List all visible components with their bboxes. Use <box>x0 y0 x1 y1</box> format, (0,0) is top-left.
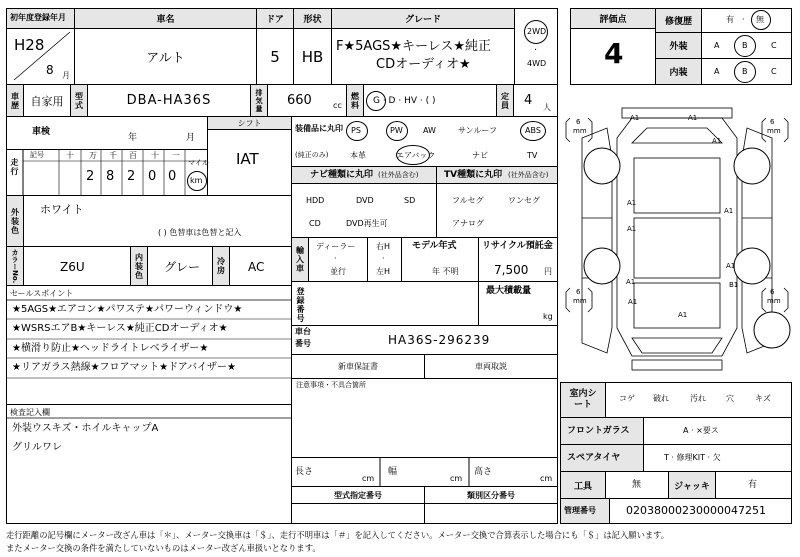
fuel-g-circle <box>366 91 386 111</box>
sales-point: ★リアガラス熱線★フロアマット★ドアバイザー★ <box>12 362 236 373</box>
length-label: 長さ <box>295 467 314 477</box>
new-warranty-cell <box>291 354 425 379</box>
mileage-place: 百 <box>129 151 137 160</box>
capacity: 4 <box>524 93 533 108</box>
jack: 有 <box>748 480 758 490</box>
chassis: HA36S-296239 <box>388 333 491 347</box>
usage-cell <box>23 84 71 117</box>
equipment-label: 装備品に丸印 <box>295 124 343 133</box>
equip-tv: TV <box>527 151 538 160</box>
seat-stain: 汚れ <box>690 394 706 403</box>
glass-options: A · ×要ス <box>683 426 719 435</box>
equip-abs: ABS <box>525 126 541 135</box>
reg-month: 8 <box>46 63 54 77</box>
import-parallel: 並行 <box>330 267 346 276</box>
inspector-note: 外装ウスキズ・ホイルキャップA <box>12 423 159 434</box>
equip-aw: AW <box>423 126 436 135</box>
interior-c: C <box>771 67 777 76</box>
footer-note: またメーター交換の条件を満たしていないものはメーター改ざん車扱いとなります。 <box>6 543 321 553</box>
mileage-digit: 0 <box>168 169 177 184</box>
damage-mark: A1 <box>678 311 688 319</box>
reg-month-unit: 月 <box>62 71 70 80</box>
mileage-digit: 2 <box>86 169 95 184</box>
tv-label: TV種類に丸印 <box>444 170 503 180</box>
car-name-header: 車名 <box>74 8 257 29</box>
interior-a: A <box>714 67 720 76</box>
door-count: 5 <box>270 47 280 66</box>
seat-hole: 穴 <box>726 394 734 403</box>
grade-line1: F★5AGS★キーレス★純正 <box>336 39 492 54</box>
interior-grade-header: 内装 <box>655 58 702 85</box>
color-no: Z6U <box>60 260 85 274</box>
damage-mark: A1 <box>726 262 736 270</box>
damage-mark: A1 <box>688 114 698 122</box>
exterior-a: A <box>714 41 720 50</box>
model-code: DBA-HA36S <box>126 93 212 108</box>
mileage-place: 十 <box>66 151 74 160</box>
usage: 自家用 <box>30 94 64 108</box>
navi-dvd-play: DVD再生可 <box>346 219 388 228</box>
score: 4 <box>604 37 624 70</box>
hand-left: 左H <box>376 267 391 276</box>
inspector-rules <box>6 404 292 524</box>
damage-mark: A1 <box>627 199 637 207</box>
navi-sub: (社外品含む) <box>378 171 419 179</box>
grade-line2: CDオーディオ★ <box>376 57 471 72</box>
navi-dvd: DVD <box>356 196 374 205</box>
width-unit: cm <box>450 474 463 483</box>
height-unit: cm <box>540 474 553 483</box>
door-header: ドア <box>256 8 294 29</box>
mileage-unit-label: マイル <box>188 159 209 167</box>
jack-header: ジャッキ <box>668 471 716 499</box>
mileage-symbol-label: 記号 <box>30 151 44 159</box>
hand-right: 右H <box>376 242 391 251</box>
usage-header: 車歴 <box>6 84 24 117</box>
model-year-label: モデル年式 <box>412 241 457 251</box>
recycle-label: リサイクル預託金 <box>482 241 553 251</box>
recycle: 7,500 <box>494 263 529 277</box>
tv-fullseg: フルセグ <box>452 196 484 205</box>
door-cell <box>256 28 294 85</box>
mileage-place: 十 <box>151 151 159 160</box>
sales-point-label: セールスポイント <box>10 289 74 298</box>
car-diagram <box>562 98 794 380</box>
caution-box <box>291 378 558 458</box>
tire-depth: 6 <box>770 118 775 126</box>
equip-ps: PS <box>351 126 361 135</box>
color-note: ( ) 色替車は色替と記入 <box>158 228 242 237</box>
damage-mark: A1 <box>628 298 638 306</box>
type-no-cell <box>291 503 425 524</box>
class-no-header: 類別区分番号 <box>424 486 558 504</box>
mileage-digit: 2 <box>127 169 136 184</box>
reg-no-cell <box>291 281 479 326</box>
shift-header: シフト <box>207 116 292 130</box>
tv-oneseg: ワンセグ <box>508 196 540 205</box>
damage-mark: B1 <box>729 281 739 289</box>
color-header: 外装色 <box>6 195 24 247</box>
tools: 無 <box>632 480 642 490</box>
damage-mark: A1 <box>626 278 636 286</box>
sales-point: ★WSRSエアB★キーレス★純正CDオーディオ★ <box>12 323 228 334</box>
tire-unit: mm <box>767 127 781 135</box>
tire-depth: 6 <box>770 288 775 296</box>
tire-depth: 6 <box>576 118 581 126</box>
car-name: アルト <box>146 51 185 66</box>
body-shape: HB <box>301 47 324 66</box>
mileage-unit: km <box>190 176 203 185</box>
navi-hdd: HDD <box>306 196 325 205</box>
equip-leather: 本革 <box>350 151 366 160</box>
reg-era: H28 <box>14 36 45 54</box>
import-dealer-dot: · <box>334 254 337 263</box>
caution-label: 注意事項・不具合箇所 <box>296 381 366 389</box>
inspector-label: 検査記入欄 <box>10 408 50 417</box>
seat-header: 室内シート <box>560 382 606 418</box>
inspection-label: 車検 <box>32 127 51 137</box>
shape-header: 形状 <box>293 8 332 29</box>
drive-dot: · <box>534 45 538 56</box>
class-no-cell <box>424 503 558 524</box>
repair-no: 無 <box>756 15 764 24</box>
seat-scratch: キズ <box>755 394 771 403</box>
mileage-place: 千 <box>109 151 117 160</box>
reg-year-label: 初年度登録年月 <box>10 13 66 22</box>
repair-yes: 有 <box>726 15 734 24</box>
equip-navi: ナビ <box>472 151 488 160</box>
score-header: 評価点 <box>570 8 656 29</box>
max-load-label: 最大積載量 <box>486 286 532 296</box>
repair-cell <box>701 8 792 33</box>
dimension-dividers <box>291 457 558 487</box>
exterior-header: 外装 <box>655 32 702 59</box>
capacity-unit: 人 <box>543 103 551 112</box>
model-cell <box>87 84 251 117</box>
shift: IAT <box>236 150 259 168</box>
mileage-place: 万 <box>89 151 97 160</box>
tv-sub: (社外品含む) <box>508 171 549 179</box>
tools-header: 工具 <box>560 471 606 499</box>
tire-depth: 6 <box>576 288 581 296</box>
ac: AC <box>248 260 265 274</box>
displacement-unit: cc <box>333 101 342 110</box>
hand-dot: · <box>382 254 385 263</box>
damage-mark: A1 <box>630 114 640 122</box>
fuel-header: 燃料 <box>346 84 364 117</box>
car-name-cell <box>74 28 257 85</box>
exterior-c: C <box>771 41 777 50</box>
equip-airbag: エアバック <box>396 151 436 160</box>
seat-tear: 破れ <box>653 394 669 403</box>
glass-label: フロントガラス <box>567 426 630 436</box>
manual: 車両取説 <box>475 362 507 371</box>
color: ホワイト <box>40 203 84 216</box>
displacement: 660 <box>287 93 312 108</box>
seat-scorch: コゲ <box>619 394 635 403</box>
repair-dot: · <box>742 15 745 24</box>
height-label: 高さ <box>474 467 493 477</box>
max-load-unit: kg <box>543 312 553 321</box>
inspector-note: グリルワレ <box>12 442 62 453</box>
width-label: 幅 <box>388 467 398 477</box>
tv-analog: アナログ <box>452 219 484 228</box>
interior-b: B <box>742 67 748 76</box>
tire-unit: mm <box>767 297 781 305</box>
equipment-sub: (純正のみ) <box>295 151 329 159</box>
chassis-label-2: 番号 <box>295 339 311 348</box>
damage-mark: A1 <box>627 225 637 233</box>
type-no-header: 型式指定番号 <box>291 486 425 504</box>
manual-cell <box>424 354 558 379</box>
recycle-unit: 円 <box>544 267 552 276</box>
navi-label: ナビ種類に丸印 <box>310 170 374 180</box>
footer-note: 走行距離の記号欄にメーター改ざん車は「＊」、メーター交換車は「＄」、走行不明車は「＃」を記入してください。メーター交換で合算表示した場合にも「＄」は記入願います。 <box>6 530 670 540</box>
sales-point: ★5AGS★エアコン★パワステ★パワーウィンドウ★ <box>12 304 243 315</box>
damage-mark: A1 <box>724 207 734 215</box>
tire-unit: mm <box>573 297 587 305</box>
mileage-digit: 8 <box>106 169 115 184</box>
navi-sd: SD <box>404 196 416 205</box>
equip-sunroof: サンルーフ <box>458 126 497 135</box>
model-year: 年 不明 <box>432 267 459 276</box>
inspection-year: 年 <box>128 133 138 143</box>
equip-pw: PW <box>390 126 403 135</box>
interior-header: 内装色 <box>130 246 148 286</box>
mgmt-no: 02038000230000047251 <box>626 504 766 517</box>
mileage-place: 一 <box>172 151 180 160</box>
displacement-header: 排気量 <box>250 84 268 117</box>
mgmt-label: 管理番号 <box>564 506 596 515</box>
drive-2wd: 2WD <box>527 27 547 36</box>
import-header: 輸入車 <box>291 237 309 282</box>
spare-label: スペアタイヤ <box>567 453 621 463</box>
reg-no-label: 登録番号 <box>296 287 305 323</box>
shape-cell <box>293 28 332 85</box>
new-warranty: 新車保証書 <box>338 362 378 371</box>
interior-color: グレー <box>164 260 201 274</box>
capacity-header: 定員 <box>496 84 514 117</box>
mileage-digit: 0 <box>148 169 157 184</box>
color-no-header: カラーNo. <box>6 246 24 286</box>
damage-mark: A1 <box>712 137 722 145</box>
chassis-label-1: 車台 <box>295 327 311 336</box>
grade-header: グレード <box>331 8 515 29</box>
spare-options: T · 修理KIT · 欠 <box>664 453 721 462</box>
ac-header: 冷房 <box>212 246 230 286</box>
length-unit: cm <box>362 474 375 483</box>
inspection-month: 月 <box>186 133 196 143</box>
import-dealer: ディーラー <box>316 242 356 251</box>
mileage-label: 走行 <box>10 158 19 176</box>
tire-unit: mm <box>573 127 587 135</box>
model-header: 型式 <box>70 84 88 117</box>
fuel-options: G · D · HV · ( ) <box>373 96 436 106</box>
repair-header: 修復歴 <box>655 8 702 33</box>
drive-4wd: 4WD <box>527 59 547 68</box>
navi-cd: CD <box>309 219 321 228</box>
capacity-cell <box>513 84 558 117</box>
exterior-b: B <box>742 41 748 50</box>
sales-point: ★横滑り防止★ヘッドライトレベライザー★ <box>12 343 209 354</box>
